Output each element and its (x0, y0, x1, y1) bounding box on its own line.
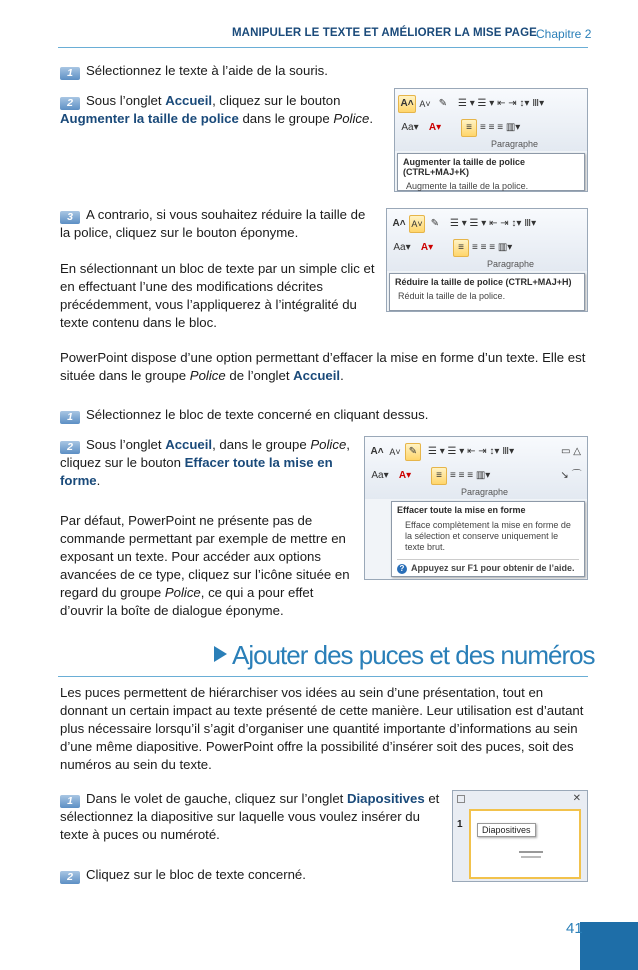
shrink-font-icon[interactable]: A˅ (409, 215, 425, 233)
slide-thumbnail[interactable] (469, 809, 581, 879)
section-title: Ajouter des puces et des numéros (214, 640, 595, 671)
grow-font-icon[interactable]: A˄ (398, 95, 416, 113)
ribbon-font-paragraph-drawing (365, 437, 587, 499)
section-rule (58, 676, 588, 677)
step-number-badge: 2 (60, 441, 80, 454)
tooltip-body: Augmente la taille de la police. (406, 181, 529, 191)
tooltip-help: ? Appuyez sur F1 pour obtenir de l’aide. (397, 559, 579, 574)
change-case-icon[interactable]: Aa▾ (371, 470, 389, 481)
group-label-paragraph: Paragraphe (461, 487, 509, 497)
step-number-badge: 2 (60, 871, 80, 884)
align-left-icon[interactable]: ≡ (453, 239, 469, 257)
paragraph-list-icons: ☰ ▾ ☰ ▾ ⇤ ⇥ ↕▾ Ⅲ▾ (428, 446, 515, 457)
ribbon-screenshot-increase-font (394, 88, 588, 192)
slide-number: 1 (457, 819, 463, 830)
tooltip-body: Efface complètement la mise en forme de la sélection et conserve uniquement le texte brut. (405, 520, 571, 552)
triangle-bullet-icon (214, 646, 227, 662)
font-color-icon[interactable]: A▾ (428, 122, 442, 133)
group-label-paragraph: Paragraphe (491, 139, 539, 149)
shrink-font-icon[interactable]: A˅ (419, 99, 431, 109)
step-1-slides-tab: 1 Dans le volet de gauche, cliquez sur l’onglet Diapositives et sélectionnez la diapositive sur laquelle vous voulez insérer du texte à puces ou numéroté. (60, 791, 440, 842)
step-number-badge: 2 (60, 97, 80, 110)
align-icons: ≡ ≡ ≡ ▥▾ (450, 470, 491, 481)
tooltip-clear-format (391, 501, 585, 577)
slide-text-line (519, 851, 543, 853)
clear-format-icon[interactable]: ✎ (405, 443, 421, 461)
align-left-icon[interactable]: ≡ (431, 467, 447, 485)
page-corner-bar (580, 922, 638, 970)
grow-font-icon[interactable]: A˄ (392, 218, 406, 229)
tooltip-title: Effacer toute la mise en forme (397, 505, 526, 515)
step-1-select-block: 1 Sélectionnez le bloc de texte concerné en cliquant dessus. (60, 406, 460, 424)
tooltip-decrease-font (389, 273, 585, 311)
ribbon-screenshot-decrease-font (386, 208, 588, 312)
clear-format-icon[interactable]: ✎ (430, 218, 440, 229)
arrows-icon[interactable]: ↘ ⌒ (560, 470, 582, 481)
tooltip-increase-font (397, 153, 585, 191)
step-number-badge: 1 (60, 67, 80, 80)
paragraph-bullets-intro: Les puces permettent de hiérarchiser vos idées au sein d’une présentation, tout en donnant un certain impact au texte présenté de cette manière. Leur utilisation est d’autant plus nécessaire lorsqu’il s’agit d’organiser une quantité importante d’informations au sein d’une même diapositive. PowerPoint offre la possibilité d’insérer soit des puces, soit des numéros au sein du texte. (60, 685, 584, 772)
step-number-badge: 1 (60, 411, 80, 424)
slides-pane-screenshot (452, 790, 588, 882)
step-text: Sélectionnez le texte à l’aide de la souris. (86, 63, 328, 78)
slide-text-line (521, 856, 541, 858)
step-2-click-block: 2 Cliquez sur le bloc de texte concerné. (60, 866, 360, 884)
tooltip-slides-tab: Diapositives (477, 823, 536, 837)
ribbon-font-paragraph (387, 209, 587, 271)
shapes-icon[interactable]: ▭ △ (561, 446, 581, 457)
header-chapter: Chapitre 2 (536, 27, 592, 41)
align-icons: ≡ ≡ ≡ ▥▾ (472, 242, 513, 253)
page-number: 41 (566, 920, 583, 937)
change-case-icon[interactable]: Aa▾ (393, 242, 411, 253)
group-label-paragraph: Paragraphe (487, 259, 535, 269)
clear-format-icon[interactable]: ✎ (438, 98, 448, 109)
header-title: MANIPULER LE TEXTE ET AMÉLIORER LA MISE PAGE (232, 27, 537, 39)
font-color-icon[interactable]: A▾ (420, 242, 434, 253)
step-number-badge: 1 (60, 795, 80, 808)
align-icons: ≡ ≡ ≡ ▥▾ (480, 122, 521, 133)
paragraph-list-icons: ☰ ▾ ☰ ▾ ⇤ ⇥ ↕▾ Ⅲ▾ (450, 218, 537, 229)
close-icon[interactable]: ✕ (572, 793, 581, 804)
step-1-select-text (60, 62, 390, 80)
font-color-icon[interactable]: A▾ (398, 470, 412, 481)
grow-font-icon[interactable]: A˄ (370, 446, 384, 457)
paragraph-default-options: Par défaut, PowerPoint ne présente pas de commande permettant par exemple de mettre en exposant un texte. Pour accéder aux options avancées de ce type, cliquez sur l’icône située en regard du groupe Police, ce qui a pour effet d’ouvrir la boîte de dialogue éponyme. (60, 513, 350, 618)
tooltip-body: Réduit la taille de la police. (398, 291, 506, 301)
step-2-clear-format: 2 Sous l’onglet Accueil, dans le groupe Police, cliquez sur le bouton Effacer toute la mise en forme. (60, 437, 350, 488)
step-3-decrease-font: 3 A contrario, si vous souhaitez réduire la taille de la police, cliquez sur le bouton éponyme. (60, 207, 366, 240)
change-case-icon[interactable]: Aa▾ (401, 122, 419, 133)
ribbon-screenshot-clear-format (364, 436, 588, 580)
header-rule (58, 47, 588, 48)
paragraph-block-selection: En sélectionnant un bloc de texte par un simple clic et en effectuant l’une des modifications décrites précédemment, vous l’appliquerez à l’intégralité du texte contenu dans le bloc. (60, 261, 375, 330)
ribbon-font-paragraph (395, 89, 587, 151)
tooltip-title: Réduire la taille de police (CTRL+MAJ+H) (395, 277, 572, 287)
step-number-badge: 3 (60, 211, 80, 224)
shrink-font-icon[interactable]: A˅ (389, 447, 401, 457)
paragraph-clear-format-intro: PowerPoint dispose d’une option permettant d’effacer la mise en forme d’un texte. Elle est située dans le groupe Police de l’onglet Accueil. (60, 350, 586, 383)
step-2-increase-font: 2 Sous l’onglet Accueil, cliquez sur le bouton Augmenter la taille de police dans le groupe Police. (60, 93, 373, 126)
help-icon: ? (397, 564, 407, 574)
paragraph-list-icons: ☰ ▾ ☰ ▾ ⇤ ⇥ ↕▾ Ⅲ▾ (458, 98, 545, 109)
pane-tab-icon (457, 795, 465, 803)
align-left-icon[interactable]: ≡ (461, 119, 477, 137)
tooltip-title: Augmenter la taille de police (CTRL+MAJ+K) (403, 157, 526, 177)
